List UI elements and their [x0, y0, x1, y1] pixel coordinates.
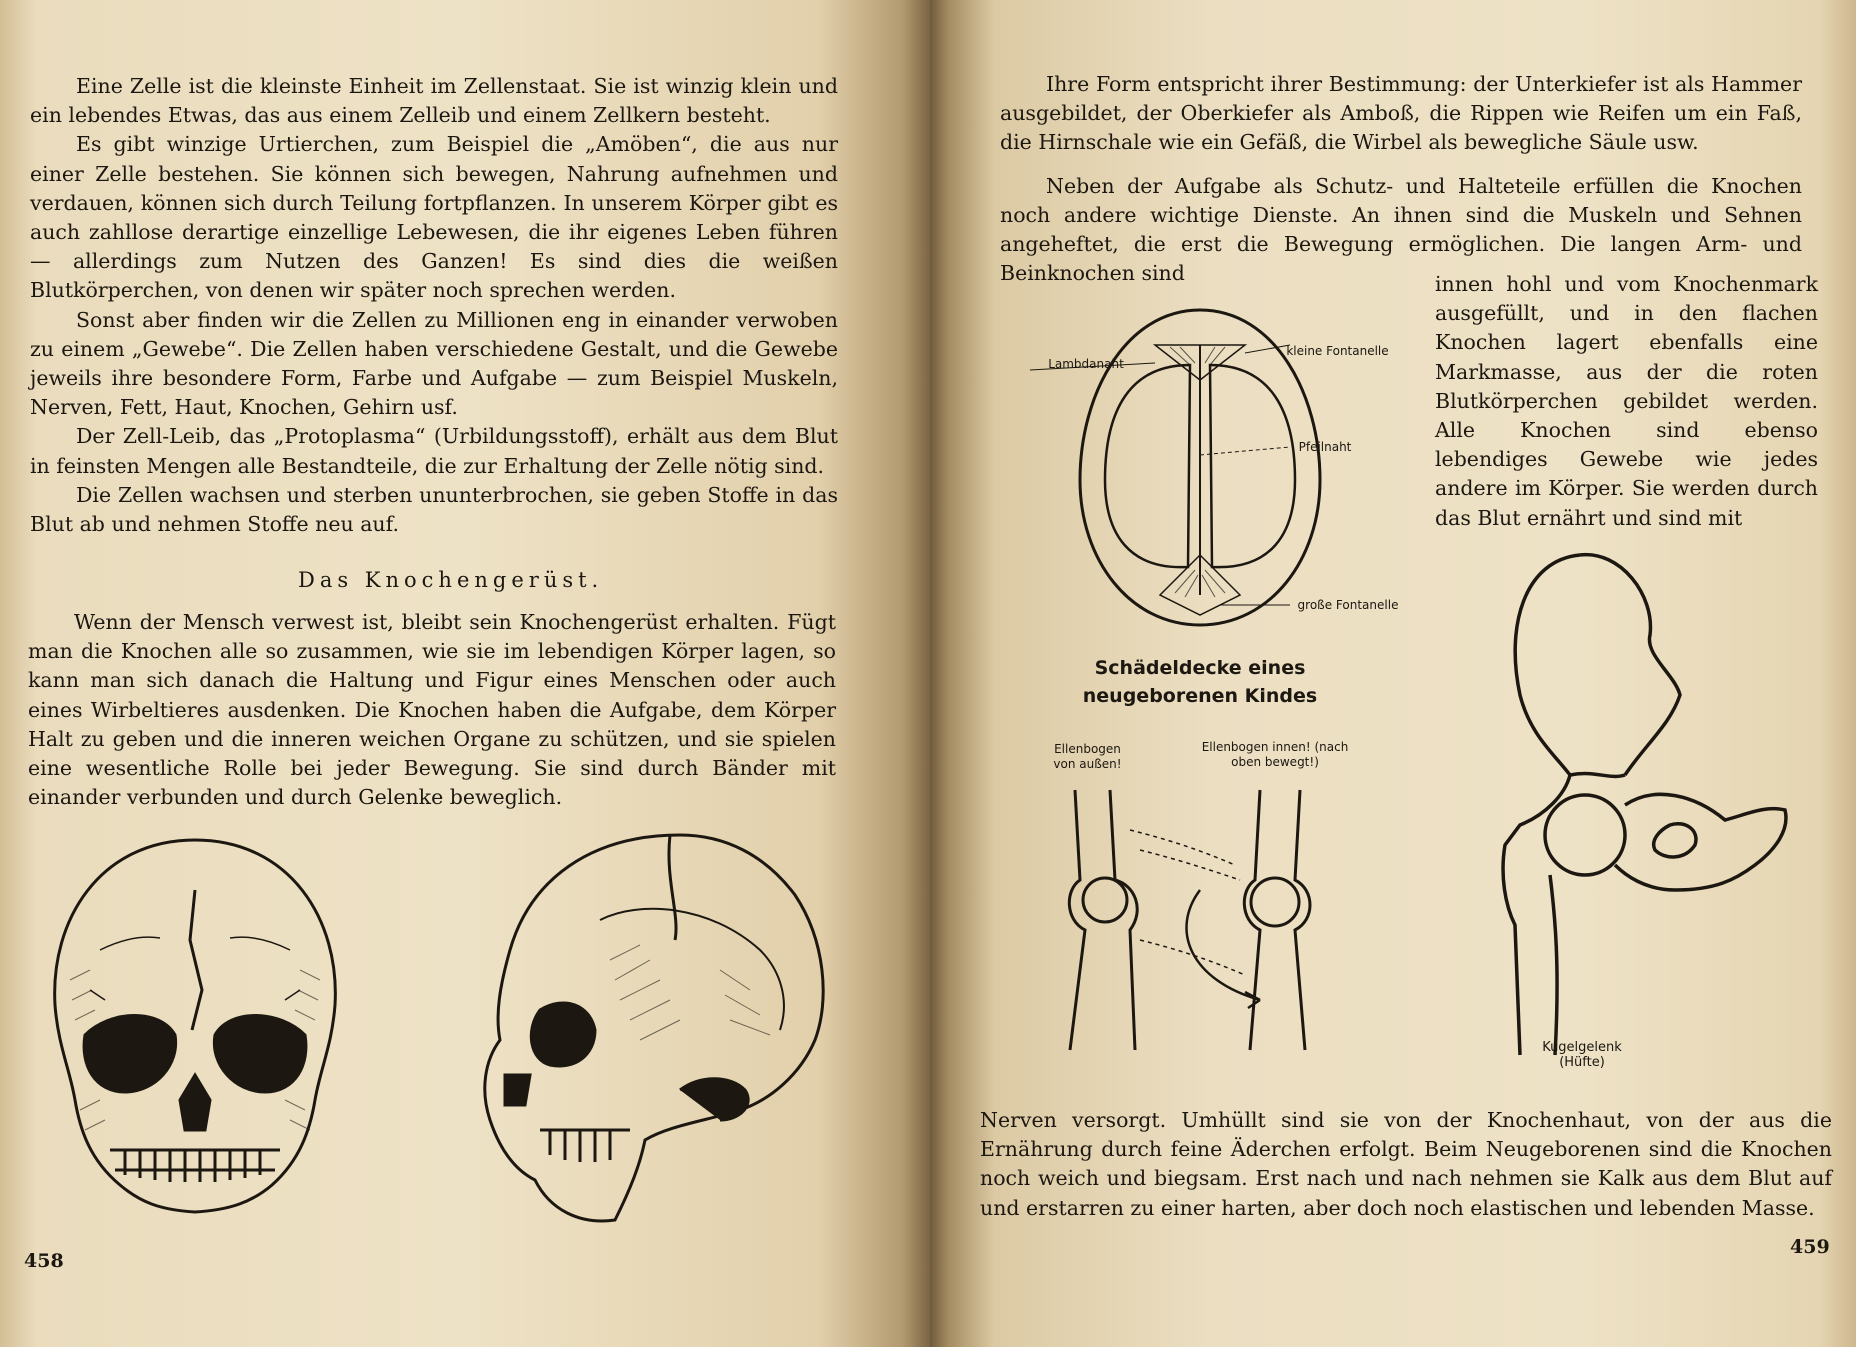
paragraph: Es gibt winzige Urtierchen, zum Beispiel die „Amöben“, die aus nur einer Zelle bestehen. Sie können sich bewegen, Nahrung aufnehmen und verdauen, können sich durch Teilung fortpflanzen. In unserem Körper gibt es auch zahllose derartige einzellige Lebewesen, die ihr eigenes Leben führen — allerdings zum Nutzen des Ganzen! Es sind dies die weißen Blutkörperchen, von denen wir später noch sprechen werden.: [30, 132, 838, 303]
left-text-block: [30, 72, 838, 539]
pfeilnaht-label: Pfeilnaht: [1298, 440, 1352, 454]
paragraph: Der Zell-Leib, das „Protoplasma“ (Urbildungsstoff), erhält aus dem Blut in feinsten Mengen alle Bestandteile, die zur Erhaltung der Zelle nötig sind.: [30, 424, 838, 478]
elbow-outer-label: Ellenbogen von außen!: [1053, 742, 1122, 771]
right-column-text: [1435, 270, 1818, 533]
paragraph: Neben der Aufgabe als Schutz- und Halteteile erfüllen die Knochen noch andere wichtige Dienste. An ihnen sind die Muskeln und Sehnen angeheftet, die erst die Bewegung ermöglichen. Die langen Arm- und Beinknochen sind: [1000, 173, 1802, 286]
paragraph: Ihre Form entspricht ihrer Bestimmung: der Unterkiefer ist als Hammer ausgebildet, der Oberkiefer als Amboß, die Rippen wie Reifen um ein Faß, die Hirnschale wie ein Gefäß, die Wirbel als bewegliche Säule usw.: [1000, 72, 1802, 155]
right-page: [930, 0, 1856, 1347]
paragraph: Nerven versorgt. Umhüllt sind sie von der Knochenhaut, von der aus die Ernährung durch feine Äderchen erfolgt. Beim Neugeborenen sind die Knochen noch weich und biegsam. Erst nach und nach nehmen sie Kalk aus dem Blut auf und erstarren zu einer harten, aber doch noch elastischen und lebenden Masse.: [980, 1108, 1832, 1220]
skull-side-illustration: [470, 820, 850, 1250]
right-text-block: [1000, 70, 1802, 288]
lambdanaht-label: Lambdanaht: [1048, 357, 1124, 371]
elbow-inner-label: Ellenbogen innen! (nach oben bewegt!): [1201, 740, 1349, 769]
hip-joint-label: Kugelgelenk (Hüfte): [1542, 1040, 1622, 1070]
right-text-block-2: [980, 1106, 1832, 1223]
paragraph: Sonst aber finden wir die Zellen zu Millionen eng in einander verwoben zu einem „Gewebe“. Die Zellen haben verschiedene Gestalt, und die Gewebe jeweils ihre besondere Form, Farbe und Aufgabe — zum Beispiel Muskeln, Nerven, Fett, Haut, Knochen, Gehirn usf.: [30, 307, 838, 420]
kleine-fontanelle-label: kleine Fontanelle: [1286, 344, 1389, 358]
page-number: 458: [24, 1250, 64, 1272]
left-text-block-2: [28, 608, 836, 812]
skull-top-caption: Schädeldecke eines neugeborenen Kindes: [1082, 657, 1318, 707]
paragraph: innen hohl und vom Knochenmark ausgefüllt, und in den flachen Knochen lagert ebenfalls eine Markmasse, aus der die roten Blutkörperchen gebildet werden. Alle Knochen sind ebenso lebendiges Gewebe wie jedes andere im Körper. Sie werden durch das Blut ernährt und sind mit: [1435, 272, 1818, 530]
paragraph: Wenn der Mensch verwest ist, bleibt sein Knochengerüst erhalten. Fügt man die Knochen alle so zusammen, wie sie im lebendigen Körper lagen, so kann man sich danach die Haltung und Figur eines Menschen oder auch eines Wirbeltieres ausdenken. Die Knochen haben die Aufgabe, dem Körper Halt zu geben und die inneren weichen Organe zu schützen, und sie spielen eine wesentliche Rolle bei jeder Bewegung. Sie sind durch Bänder mit einander verbunden und durch Gelenke beweglich.: [28, 610, 836, 810]
paragraph: Eine Zelle ist die kleinste Einheit im Zellenstaat. Sie ist winzig klein und ein lebendes Etwas, das aus einem Zelleib und einem Zellkern besteht.: [30, 74, 838, 128]
page-number: 459: [1790, 1236, 1830, 1258]
hip-joint-illustration: [1475, 545, 1815, 1055]
elbow-illustration: [1060, 790, 1340, 1060]
skull-front-illustration: [30, 830, 360, 1250]
grosse-fontanelle-label: große Fontanelle: [1297, 598, 1399, 612]
paragraph: Die Zellen wachsen und sterben ununterbrochen, sie geben Stoffe in das Blut ab und nehmen Stoffe neu auf.: [30, 482, 838, 537]
section-heading: Das Knochengerüst.: [298, 568, 604, 592]
